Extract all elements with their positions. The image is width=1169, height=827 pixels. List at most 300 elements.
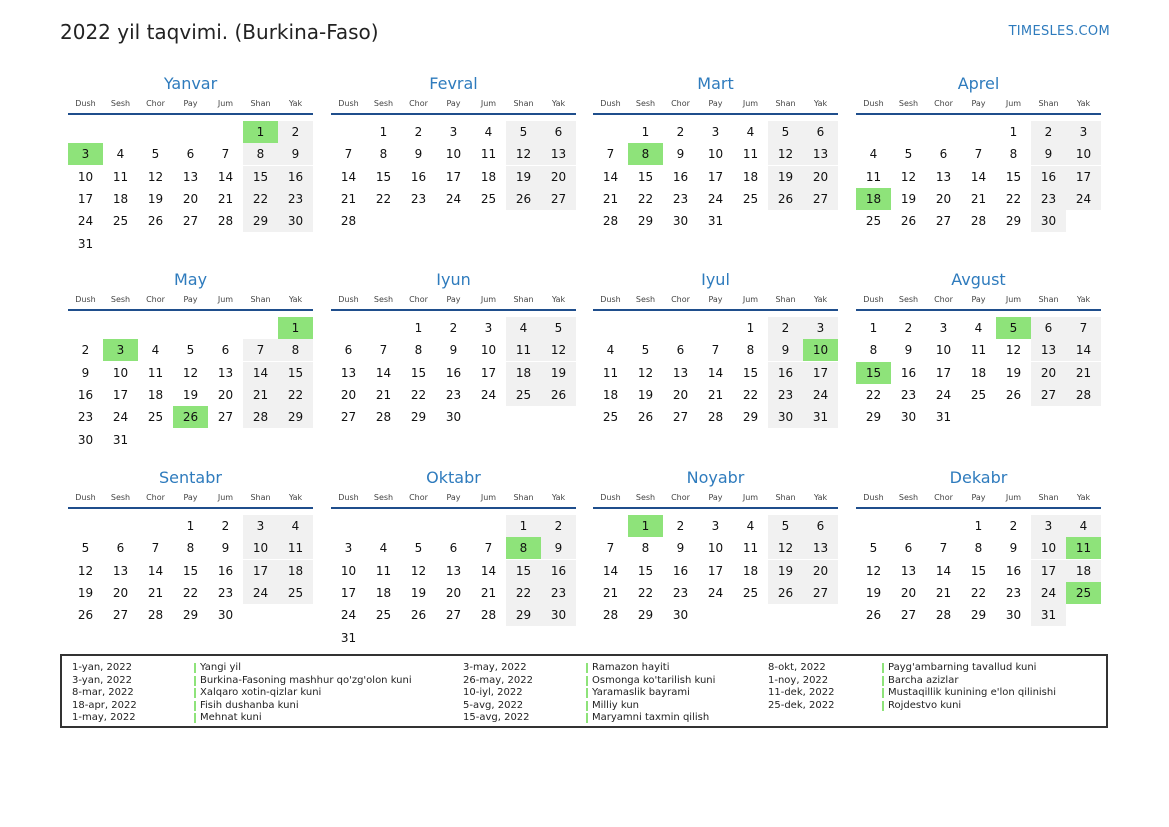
weekday-label: Chor <box>146 295 165 304</box>
holiday-name-text: Osmonga ko'tarilish kuni <box>592 674 716 686</box>
day-cell: 24 <box>77 214 94 229</box>
weekday-label: Yak <box>1076 493 1091 502</box>
day-cell: 4 <box>379 541 388 556</box>
header-rule <box>331 507 576 509</box>
day-cell: 7 <box>484 541 493 556</box>
day-cell: 31 <box>935 410 952 425</box>
day-cell: 4 <box>484 125 493 139</box>
holiday-name-text: Barcha azizlar <box>888 674 959 686</box>
day-cell: 1 <box>641 125 650 139</box>
day-cell: 29 <box>506 604 541 626</box>
day-cell: 4 <box>278 515 313 537</box>
header-rule <box>593 309 838 311</box>
holiday-name-text: Maryamni taxmin qilish <box>592 712 710 723</box>
day-cell: 10 <box>445 147 462 162</box>
day-cell: 23 <box>541 582 576 604</box>
weekday-label: Chor <box>146 493 165 502</box>
day-cell: 27 <box>900 608 917 623</box>
holiday-date: 10-iyl, 2022 <box>463 687 523 698</box>
day-cell: 12 <box>768 537 803 559</box>
weekday-label: Sesh <box>373 99 394 108</box>
day-cell: 17 <box>803 362 838 384</box>
day-cell: 19 <box>410 585 427 600</box>
holiday-marker <box>882 663 884 673</box>
day-cell: 3 <box>1066 121 1101 143</box>
day-cell: 27 <box>182 214 199 229</box>
day-cell: 14 <box>340 169 357 184</box>
day-cell: 3 <box>711 125 720 139</box>
weekday-label: Dush <box>338 99 359 108</box>
holiday-date: 15-avg, 2022 <box>463 712 530 723</box>
weekday-label: Dush <box>600 99 621 108</box>
day-cell: 19 <box>182 387 199 402</box>
site-link[interactable]: TIMESLES.COM <box>1008 24 1110 39</box>
day-cell: 5 <box>541 317 576 339</box>
weekday-label: Dush <box>338 493 359 502</box>
weekday-label: Shan <box>775 295 796 304</box>
day-cell: 14 <box>147 563 164 578</box>
day-cell: 19 <box>768 166 803 188</box>
holiday-name-text: Payg'ambarning tavallud kuni <box>888 662 1037 673</box>
day-cell: 31 <box>340 630 357 645</box>
day-cell: 16 <box>672 169 689 184</box>
day-cell: 14 <box>602 169 619 184</box>
day-cell: 14 <box>243 362 278 384</box>
weekday-label: Chor <box>409 99 428 108</box>
weekday-label: Dush <box>863 99 884 108</box>
day-cell: 2 <box>221 519 230 533</box>
month-name: Iyul <box>701 270 730 289</box>
holiday-name <box>586 675 715 686</box>
day-cell: 3 <box>1031 515 1066 537</box>
day-cell: 29 <box>1005 214 1022 229</box>
day-cell: 10 <box>707 147 724 162</box>
month-name: Aprel <box>957 74 1000 93</box>
day-cell: 20 <box>182 191 199 206</box>
day-cell: 30 <box>541 604 576 626</box>
day-cell: 25 <box>602 410 619 425</box>
day-cell: 25 <box>506 384 541 406</box>
day-cell: 11 <box>742 541 759 556</box>
day-cell: 7 <box>243 339 278 361</box>
holiday-date: 11-dek, 2022 <box>768 687 835 698</box>
day-cell: 2 <box>768 317 803 339</box>
day-cell: 15 <box>1005 169 1022 184</box>
day-cell: 24 <box>480 387 497 402</box>
day-cell: 25 <box>112 214 129 229</box>
weekday-label: Chor <box>671 493 690 502</box>
holiday-name-text: Ramazon hayiti <box>592 662 670 673</box>
weekday-label: Dush <box>75 493 96 502</box>
day-cell: 28 <box>602 608 619 623</box>
holiday-legend <box>60 654 1108 728</box>
weekday-label: Sesh <box>635 99 656 108</box>
day-cell: 4 <box>116 147 125 162</box>
holiday-date: 1-may, 2022 <box>72 712 136 723</box>
day-cell: 27 <box>445 608 462 623</box>
day-cell: 28 <box>970 214 987 229</box>
day-cell: 26 <box>865 608 882 623</box>
day-cell: 9 <box>414 147 423 162</box>
day-cell: 30 <box>672 608 689 623</box>
day-cell: 18 <box>506 362 541 384</box>
day-cell: 21 <box>147 585 164 600</box>
day-cell: 11 <box>278 537 313 559</box>
holiday-day-cell: 18 <box>856 188 891 210</box>
day-cell: 28 <box>340 214 357 229</box>
day-cell: 8 <box>186 541 195 556</box>
day-cell: 23 <box>768 384 803 406</box>
weekday-label: Jum <box>217 295 234 304</box>
holiday-name <box>194 700 299 711</box>
day-cell: 22 <box>742 387 759 402</box>
day-cell: 28 <box>707 410 724 425</box>
day-cell: 26 <box>77 608 94 623</box>
day-cell: 22 <box>410 387 427 402</box>
day-cell: 12 <box>77 563 94 578</box>
day-cell: 10 <box>707 541 724 556</box>
day-cell: 9 <box>449 343 458 358</box>
holiday-day-cell: 10 <box>803 339 838 361</box>
day-cell: 13 <box>672 365 689 380</box>
day-cell: 11 <box>112 169 129 184</box>
day-cell: 10 <box>77 169 94 184</box>
day-cell: 12 <box>147 169 164 184</box>
weekday-label: Dush <box>863 295 884 304</box>
day-cell: 6 <box>803 121 838 143</box>
month-iyul <box>593 270 838 450</box>
day-cell: 21 <box>935 585 952 600</box>
day-cell: 15 <box>278 362 313 384</box>
day-cell: 7 <box>151 541 160 556</box>
weekday-label: Dush <box>863 493 884 502</box>
day-cell: 30 <box>768 406 803 428</box>
day-cell: 21 <box>602 191 619 206</box>
weekday-label: Yak <box>288 295 303 304</box>
day-cell: 14 <box>375 365 392 380</box>
day-cell: 22 <box>970 585 987 600</box>
day-cell: 19 <box>77 585 94 600</box>
day-cell: 20 <box>803 166 838 188</box>
day-cell: 16 <box>672 563 689 578</box>
day-cell: 29 <box>410 410 427 425</box>
day-cell: 9 <box>904 343 913 358</box>
day-cell: 16 <box>410 169 427 184</box>
day-cell: 4 <box>746 519 755 533</box>
weekday-label: Jum <box>742 493 759 502</box>
day-cell: 22 <box>637 585 654 600</box>
day-cell: 16 <box>541 560 576 582</box>
day-cell: 7 <box>974 147 983 162</box>
holiday-marker <box>194 676 196 686</box>
holiday-marker <box>586 713 588 723</box>
day-cell: 26 <box>541 384 576 406</box>
day-cell: 18 <box>742 169 759 184</box>
holiday-name-text: Yangi yil <box>200 662 241 673</box>
day-cell: 12 <box>900 169 917 184</box>
month-name: Dekabr <box>949 468 1008 487</box>
day-cell: 31 <box>112 432 129 447</box>
day-cell: 5 <box>641 343 650 358</box>
holiday-marker <box>882 676 884 686</box>
day-cell: 18 <box>970 365 987 380</box>
month-mart <box>593 74 838 254</box>
weekday-label: Dush <box>75 295 96 304</box>
holiday-date: 5-avg, 2022 <box>463 699 524 711</box>
day-cell: 7 <box>221 147 230 162</box>
day-cell: 15 <box>637 169 654 184</box>
day-cell: 7 <box>939 541 948 556</box>
holiday-day-cell: 26 <box>173 406 208 428</box>
weekday-label: Dush <box>600 295 621 304</box>
day-cell: 25 <box>480 191 497 206</box>
day-cell: 15 <box>637 563 654 578</box>
holiday-name <box>586 687 690 698</box>
day-cell: 8 <box>974 541 983 556</box>
day-cell: 13 <box>445 563 462 578</box>
holiday-marker <box>586 676 588 686</box>
day-cell: 9 <box>1009 541 1018 556</box>
day-cell: 9 <box>676 147 685 162</box>
day-cell: 4 <box>869 147 878 162</box>
day-cell: 28 <box>217 214 234 229</box>
weekday-label: Chor <box>671 99 690 108</box>
weekday-label: Sesh <box>898 493 919 502</box>
day-cell: 25 <box>375 608 392 623</box>
weekday-label: Chor <box>934 99 953 108</box>
day-cell: 17 <box>445 169 462 184</box>
day-cell: 15 <box>970 563 987 578</box>
day-cell: 11 <box>602 365 619 380</box>
day-cell: 2 <box>676 519 685 533</box>
day-cell: 24 <box>112 410 129 425</box>
header-rule <box>68 309 313 311</box>
month-may <box>68 270 313 450</box>
day-cell: 28 <box>935 608 952 623</box>
day-cell: 29 <box>742 410 759 425</box>
day-cell: 6 <box>1031 317 1066 339</box>
holiday-marker <box>586 701 588 711</box>
weekday-label: Pay <box>708 99 723 108</box>
day-cell: 27 <box>1031 384 1066 406</box>
day-cell: 25 <box>865 214 882 229</box>
month-name: Iyun <box>436 270 471 289</box>
day-cell: 4 <box>746 125 755 139</box>
holiday-date: 8-okt, 2022 <box>768 662 826 673</box>
day-cell: 27 <box>541 188 576 210</box>
holiday-name <box>194 662 241 673</box>
day-cell: 16 <box>77 387 94 402</box>
day-cell: 29 <box>865 410 882 425</box>
header-rule <box>593 507 838 509</box>
day-cell: 6 <box>939 147 948 162</box>
day-cell: 8 <box>641 541 650 556</box>
weekday-label: Shan <box>250 493 271 502</box>
day-cell: 27 <box>112 608 129 623</box>
day-cell: 30 <box>1005 608 1022 623</box>
day-cell: 20 <box>672 387 689 402</box>
day-cell: 24 <box>445 191 462 206</box>
weekday-label: Jum <box>217 493 234 502</box>
day-cell: 20 <box>900 585 917 600</box>
month-name: Avgust <box>951 270 1006 289</box>
weekday-label: Pay <box>183 493 198 502</box>
day-cell: 26 <box>900 214 917 229</box>
header-rule <box>68 507 313 509</box>
day-cell: 23 <box>217 585 234 600</box>
holiday-date: 3-yan, 2022 <box>72 674 132 686</box>
day-cell: 26 <box>410 608 427 623</box>
weekday-label: Pay <box>971 295 986 304</box>
day-cell: 8 <box>278 339 313 361</box>
day-cell: 24 <box>243 582 278 604</box>
holiday-day-cell: 8 <box>506 537 541 559</box>
day-cell: 19 <box>865 585 882 600</box>
holiday-name-text: Mustaqillik kunining e'lon qilinishi <box>888 687 1057 698</box>
holiday-day-cell: 15 <box>856 362 891 384</box>
day-cell: 5 <box>768 121 803 143</box>
day-cell: 14 <box>1066 339 1101 361</box>
day-cell: 25 <box>742 191 759 206</box>
weekday-label: Pay <box>708 493 723 502</box>
day-cell: 30 <box>672 214 689 229</box>
day-cell: 4 <box>1066 515 1101 537</box>
day-cell: 20 <box>217 387 234 402</box>
day-cell: 17 <box>935 365 952 380</box>
day-cell: 13 <box>541 143 576 165</box>
day-cell: 5 <box>869 541 878 556</box>
day-cell: 23 <box>410 191 427 206</box>
day-cell: 13 <box>340 365 357 380</box>
day-cell: 19 <box>768 560 803 582</box>
day-cell: 17 <box>480 365 497 380</box>
day-cell: 27 <box>672 410 689 425</box>
weekday-label: Jum <box>480 493 497 502</box>
holiday-marker <box>882 688 884 698</box>
day-cell: 2 <box>449 321 458 335</box>
day-cell: 6 <box>449 541 458 556</box>
day-cell: 16 <box>445 365 462 380</box>
weekday-label: Shan <box>250 295 271 304</box>
month-noyabr <box>593 468 838 648</box>
day-cell: 23 <box>1031 188 1066 210</box>
weekday-label: Pay <box>446 493 461 502</box>
day-cell: 30 <box>217 608 234 623</box>
page-title: 2022 yil taqvimi. (Burkina-Faso) <box>60 20 379 44</box>
holiday-day-cell: 3 <box>103 339 138 361</box>
day-cell: 24 <box>1031 582 1066 604</box>
header-rule <box>856 309 1101 311</box>
day-cell: 26 <box>768 188 803 210</box>
day-cell: 6 <box>116 541 125 556</box>
day-cell: 13 <box>112 563 129 578</box>
weekday-label: Sesh <box>635 493 656 502</box>
holiday-name-text: Fisih dushanba kuni <box>200 699 299 711</box>
day-cell: 30 <box>1031 210 1066 232</box>
day-cell: 15 <box>742 365 759 380</box>
weekday-label: Dush <box>338 295 359 304</box>
holiday-day-cell: 25 <box>1066 582 1101 604</box>
weekday-label: Pay <box>446 99 461 108</box>
day-cell: 28 <box>602 214 619 229</box>
day-cell: 13 <box>1031 339 1066 361</box>
day-cell: 1 <box>869 321 878 335</box>
day-cell: 12 <box>541 339 576 361</box>
day-cell: 18 <box>147 387 164 402</box>
day-cell: 28 <box>480 608 497 623</box>
holiday-date: 1-yan, 2022 <box>72 662 132 673</box>
weekday-label: Shan <box>775 99 796 108</box>
day-cell: 5 <box>151 147 160 162</box>
day-cell: 17 <box>340 585 357 600</box>
day-cell: 21 <box>1066 362 1101 384</box>
day-cell: 22 <box>243 188 278 210</box>
holiday-marker <box>194 701 196 711</box>
day-cell: 19 <box>1005 365 1022 380</box>
day-cell: 25 <box>970 387 987 402</box>
day-cell: 12 <box>637 365 654 380</box>
weekday-label: Yak <box>551 99 566 108</box>
header-rule <box>331 309 576 311</box>
day-cell: 10 <box>480 343 497 358</box>
weekday-label: Jum <box>1005 295 1022 304</box>
day-cell: 25 <box>278 582 313 604</box>
holiday-marker <box>194 713 196 723</box>
day-cell: 8 <box>746 343 755 358</box>
day-cell: 18 <box>480 169 497 184</box>
month-name: Yanvar <box>163 74 218 93</box>
holiday-name <box>882 687 1056 698</box>
day-cell: 7 <box>711 343 720 358</box>
day-cell: 24 <box>707 191 724 206</box>
day-cell: 31 <box>1031 604 1066 626</box>
day-cell: 20 <box>803 560 838 582</box>
weekday-label: Shan <box>1038 295 1059 304</box>
day-cell: 8 <box>1009 147 1018 162</box>
day-cell: 18 <box>278 560 313 582</box>
day-cell: 3 <box>484 321 493 335</box>
day-cell: 13 <box>900 563 917 578</box>
day-cell: 1 <box>186 519 195 533</box>
day-cell: 6 <box>803 515 838 537</box>
weekday-label: Jum <box>1005 99 1022 108</box>
day-cell: 22 <box>375 191 392 206</box>
day-cell: 13 <box>803 143 838 165</box>
day-cell: 30 <box>900 410 917 425</box>
day-cell: 31 <box>707 214 724 229</box>
day-cell: 12 <box>410 563 427 578</box>
day-cell: 20 <box>541 166 576 188</box>
month-name: Fevral <box>429 74 478 93</box>
day-cell: 1 <box>379 125 388 139</box>
day-cell: 20 <box>445 585 462 600</box>
weekday-label: Pay <box>446 295 461 304</box>
day-cell: 2 <box>541 515 576 537</box>
month-name: Mart <box>697 74 734 93</box>
day-cell: 25 <box>147 410 164 425</box>
weekday-label: Pay <box>183 295 198 304</box>
header-rule <box>856 113 1101 115</box>
day-cell: 10 <box>935 343 952 358</box>
day-cell: 6 <box>221 343 230 358</box>
holiday-name <box>586 700 639 711</box>
day-cell: 23 <box>672 585 689 600</box>
day-cell: 13 <box>217 365 234 380</box>
day-cell: 21 <box>217 191 234 206</box>
weekday-label: Dush <box>600 493 621 502</box>
weekday-label: Shan <box>775 493 796 502</box>
holiday-day-cell: 3 <box>68 143 103 165</box>
